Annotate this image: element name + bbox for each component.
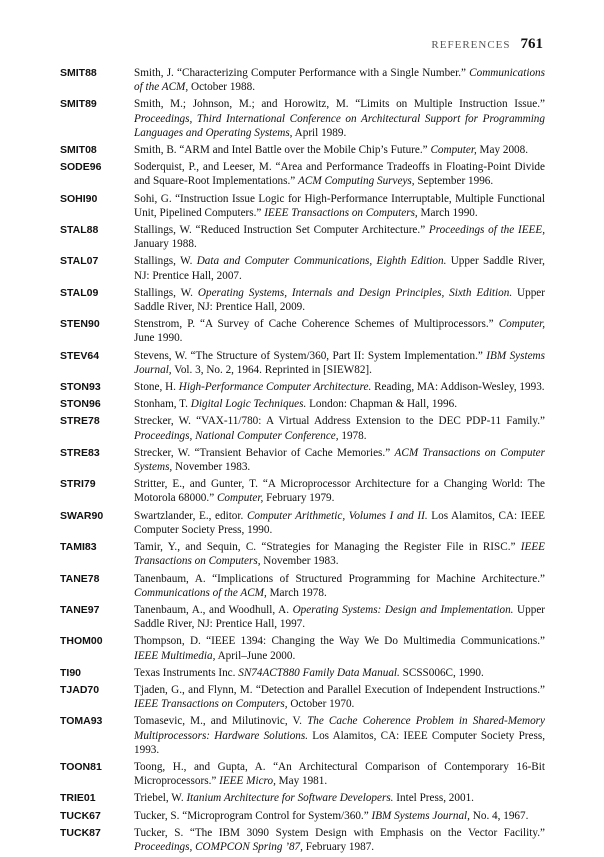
reference-text	[134, 540, 545, 568]
reference-text-segment: October 1988.	[188, 81, 255, 94]
reference-text-segment: Los Alamitos, CA: IEEE Computer Society Press, 1993.	[134, 729, 546, 756]
reference-text-segment: Tanenbaum, A., and Woodhull, A.	[134, 603, 293, 616]
reference-key: SWAR90	[60, 509, 104, 522]
reference-key: SMIT88	[60, 67, 97, 79]
reference-text-segment: Los Alamitos, CA: IEEE Computer Society Press, 1990.	[134, 509, 545, 536]
reference-title-italic: Operating Systems, Internals and Design Principles, Sixth Edition.	[197, 286, 513, 299]
reference-entry	[60, 683, 545, 711]
page-number: 761	[520, 36, 543, 52]
reference-key: THOM00	[60, 635, 103, 648]
reference-title-italic: Communications of the ACM,	[134, 67, 545, 94]
reference-text	[134, 791, 545, 805]
reference-text-segment: Strecker, W. “VAX-11/780: A Virtual Address Extension to the DEC PDP-11 Family.”	[134, 415, 545, 428]
reference-entry	[60, 380, 545, 394]
reference-entry	[60, 317, 545, 345]
reference-text-segment: Stritter, E., and Gunter, T. “A Microprocessor Architecture for a Changing World: The Motorola 68000.”	[134, 478, 545, 505]
reference-text-segment: Strecker, W. “Transient Behavior of Cache Memories.”	[134, 446, 395, 459]
reference-text-segment: Stenstrom, P. “A Survey of Cache Coherence Schemes of Multiprocessors.”	[134, 318, 499, 331]
reference-entry	[60, 760, 545, 788]
reference-text-segment: January 1988.	[134, 238, 197, 251]
reference-text	[134, 666, 545, 680]
reference-text-segment: Reading, MA: Addison-Wesley, 1993.	[371, 381, 545, 394]
reference-text-segment: Stallings, W.	[134, 286, 198, 299]
reference-text-segment: Upper Saddle River, NJ: Prentice Hall, 2007.	[134, 255, 545, 282]
reference-key: SODE96	[60, 161, 102, 174]
reference-text-segment: Toong, H., and Gupta, A. “An Architectural Comparison of Contemporary 16-Bit Microprocessors.”	[134, 760, 545, 788]
reference-text	[134, 683, 545, 711]
reference-text-segment: February 1987.	[302, 840, 375, 853]
reference-text-segment: Triebel, W.	[134, 792, 187, 805]
reference-text-segment: Swartzlander, E., editor.	[134, 509, 247, 522]
reference-text	[134, 254, 545, 282]
reference-title-italic: High-Performance Computer Architecture.	[178, 381, 372, 394]
reference-text-segment: Upper Saddle River, NJ: Prentice Hall, 2009.	[134, 286, 545, 314]
reference-title-italic: IBM Systems Journal,	[134, 349, 545, 376]
reference-key: TANE78	[60, 572, 100, 585]
reference-text	[134, 634, 545, 662]
reference-title-italic: Proceedings, National Computer Conference,	[134, 429, 339, 442]
page-header	[431, 36, 543, 56]
reference-text-segment: March 1990.	[417, 206, 478, 219]
reference-entry	[60, 66, 545, 94]
reference-text	[134, 397, 545, 411]
reference-text-segment: Smith, M.; Johnson, M.; and Horowitz, M. “Limits on Multiple Instruction Issue.”	[134, 98, 545, 111]
reference-text-segment: Tanenbaum, A. “Implications of Structured Programming for Machine Architecture.”	[134, 572, 545, 585]
reference-entry	[60, 572, 545, 600]
reference-title-italic: IEEE Transactions on Computers,	[134, 541, 545, 568]
reference-key: STAL09	[60, 286, 99, 299]
reference-entry	[60, 714, 545, 757]
reference-key: TOON81	[60, 760, 102, 773]
reference-text-segment: 1978.	[338, 429, 367, 442]
reference-text-segment: November 1983.	[260, 555, 339, 568]
reference-entry	[60, 826, 545, 854]
reference-title-italic: Computer,	[430, 144, 477, 157]
reference-title-italic: SN74ACT880 Family Data Manual.	[238, 666, 400, 679]
reference-text-segment: February 1979.	[263, 492, 335, 505]
reference-title-italic: IEEE Transactions on Computers,	[264, 206, 418, 219]
reference-key: TOMA93	[60, 715, 103, 728]
reference-text-segment: Tomasevic, M., and Milutinovic, V.	[134, 715, 308, 728]
reference-text-segment: Intel Press, 2001.	[393, 792, 474, 805]
reference-key: SMIT08	[60, 144, 97, 157]
reference-text	[134, 143, 545, 157]
reference-entry	[60, 791, 545, 805]
reference-text-segment: May 2008.	[476, 144, 529, 157]
reference-text-segment: September 1996.	[414, 175, 494, 188]
reference-title-italic: IBM Systems Journal,	[371, 809, 470, 822]
reference-entry	[60, 254, 545, 282]
reference-title-italic: Proceedings of the IEEE,	[428, 224, 545, 237]
reference-text-segment: No. 4, 1967.	[469, 809, 529, 822]
reference-key: STEV64	[60, 349, 100, 362]
reference-key: STON96	[60, 398, 101, 411]
reference-text-segment: Stonham, T.	[134, 398, 191, 411]
reference-title-italic: The Cache Coherence Problem in Shared-Memory Multiprocessors: Hardware Solutions.	[134, 715, 545, 742]
reference-text-segment: Texas Instruments Inc.	[134, 666, 239, 679]
reference-entry	[60, 286, 545, 314]
reference-key: STRE83	[60, 446, 100, 459]
reference-text-segment: April 1989.	[292, 126, 347, 139]
reference-text-segment: SCSS006C, 1990.	[399, 666, 484, 679]
reference-text	[134, 760, 545, 788]
reference-text	[134, 809, 545, 823]
reference-key: STRE78	[60, 415, 100, 428]
reference-title-italic: Itanium Architecture for Software Developers.	[186, 792, 394, 805]
reference-text	[134, 446, 545, 474]
reference-key: TRIE01	[60, 792, 96, 805]
reference-key: SOHI90	[60, 192, 98, 205]
reference-entry	[60, 603, 545, 631]
reference-text-segment: Tucker, S. “The IBM 3090 System Design with Emphasis on the Vector Facility.”	[134, 826, 545, 839]
reference-text-segment: March 1978.	[266, 586, 327, 599]
reference-text-segment: Tucker, S. “Microprogram Control for System/360.”	[134, 809, 372, 822]
reference-text-segment: June 1990.	[134, 332, 183, 345]
reference-entry	[60, 477, 545, 505]
reference-entry	[60, 446, 545, 474]
reference-text-segment: London: Chapman & Hall, 1996.	[306, 398, 458, 411]
reference-key: TUCK87	[60, 826, 101, 839]
reference-title-italic: Computer,	[216, 492, 264, 505]
reference-text	[134, 160, 545, 188]
reference-title-italic: ACM Computing Surveys,	[298, 175, 415, 188]
reference-entry	[60, 143, 545, 157]
reference-text-segment: October 1970.	[287, 698, 355, 711]
reference-text	[134, 97, 545, 140]
reference-text	[134, 714, 545, 757]
reference-entry	[60, 414, 545, 442]
reference-text-segment: Tjaden, G., and Flynn, M. “Detection and Parallel Execution of Independent Instructions.”	[134, 683, 545, 696]
reference-title-italic: Computer Arithmetic, Volumes I and II.	[246, 509, 428, 522]
reference-text-segment: Stevens, W. “The Structure of System/360, Part II: System Implementation.”	[134, 349, 487, 362]
reference-text-segment: Smith, J. “Characterizing Computer Performance with a Single Number.”	[134, 67, 470, 79]
reference-entry	[60, 349, 545, 377]
reference-entry	[60, 634, 545, 662]
reference-text-segment: Tamir, Y., and Sequin, C. “Strategies for Managing the Register File in RISC.”	[134, 541, 521, 554]
reference-text-segment: November 1983.	[172, 461, 251, 474]
reference-title-italic: Data and Computer Communications, Eighth Edition.	[196, 255, 447, 268]
reference-key: TANE97	[60, 603, 100, 616]
reference-text	[134, 826, 545, 854]
reference-entry	[60, 509, 545, 537]
reference-text	[134, 603, 545, 631]
reference-text	[134, 192, 545, 220]
reference-title-italic: Proceedings, Third International Conference on Architectural Support for Programming Languages and Operating Systems,	[134, 112, 545, 139]
reference-entry	[60, 160, 545, 188]
reference-key: TI90	[60, 666, 82, 679]
reference-text	[134, 572, 545, 600]
reference-text-segment: Sohi, G. “Instruction Issue Logic for High-Performance Interruptable, Multiple Functional Unit, Pipelined Computers.”	[134, 192, 545, 219]
reference-text-segment: Stallings, W.	[134, 255, 197, 268]
reference-key: STEN90	[60, 318, 100, 331]
reference-text-segment: Stone, H.	[134, 381, 179, 394]
reference-title-italic: ACM Transactions on Computer Systems,	[134, 446, 545, 474]
reference-entry	[60, 97, 545, 140]
reference-title-italic: IEEE Micro,	[219, 775, 276, 788]
reference-text	[134, 477, 545, 505]
reference-title-italic: Digital Logic Techniques.	[190, 398, 307, 411]
reference-text	[134, 317, 545, 345]
reference-title-italic: Computer,	[498, 318, 545, 331]
reference-text	[134, 349, 545, 377]
reference-key: SMIT89	[60, 98, 97, 111]
reference-key: TJAD70	[60, 683, 100, 696]
reference-key: STRI79	[60, 478, 96, 491]
reference-entry	[60, 540, 545, 568]
reference-entry	[60, 192, 545, 220]
reference-text-segment: Stallings, W. “Reduced Instruction Set Computer Architecture.”	[134, 224, 429, 237]
reference-key: TAMI83	[60, 541, 97, 554]
reference-key: STON93	[60, 381, 101, 394]
reference-text	[134, 286, 545, 314]
reference-title-italic: Communications of the ACM,	[134, 586, 267, 599]
reference-text-segment: Thompson, D. “IEEE 1394: Changing the Way We Do Multimedia Communications.”	[134, 635, 545, 648]
reference-text-segment: Soderquist, P., and Leeser, M. “Area and Performance Tradeoffs in Floating-Point Divide and Square-Root Implementations.”	[134, 161, 545, 188]
reference-entry	[60, 223, 545, 251]
reference-entry	[60, 397, 545, 411]
reference-entry	[60, 666, 545, 680]
reference-title-italic: Operating Systems: Design and Implementation.	[292, 603, 514, 616]
reference-title-italic: Proceedings, COMPCON Spring ’87,	[134, 840, 303, 853]
reference-list	[60, 66, 545, 857]
running-head: REFERENCES	[431, 39, 511, 51]
reference-key: STAL07	[60, 255, 99, 268]
reference-key: TUCK67	[60, 809, 101, 822]
reference-text	[134, 380, 545, 394]
reference-text	[134, 509, 545, 537]
reference-text-segment: May 1981.	[275, 775, 328, 788]
reference-entry	[60, 809, 545, 823]
reference-title-italic: IEEE Multimedia,	[134, 649, 216, 662]
reference-text	[134, 223, 545, 251]
reference-text-segment: April–June 2000.	[215, 649, 296, 662]
reference-text-segment: Upper Saddle River, NJ: Prentice Hall, 1997.	[134, 603, 546, 631]
reference-key: STAL88	[60, 224, 99, 237]
reference-title-italic: IEEE Transactions on Computers,	[134, 698, 288, 711]
reference-text	[134, 66, 545, 94]
reference-text-segment: Vol. 3, No. 2, 1964. Reprinted in [SIEW82].	[171, 363, 372, 376]
reference-text	[134, 414, 545, 442]
reference-text-segment: Smith, B. “ARM and Intel Battle over the Mobile Chip’s Future.”	[134, 144, 431, 157]
